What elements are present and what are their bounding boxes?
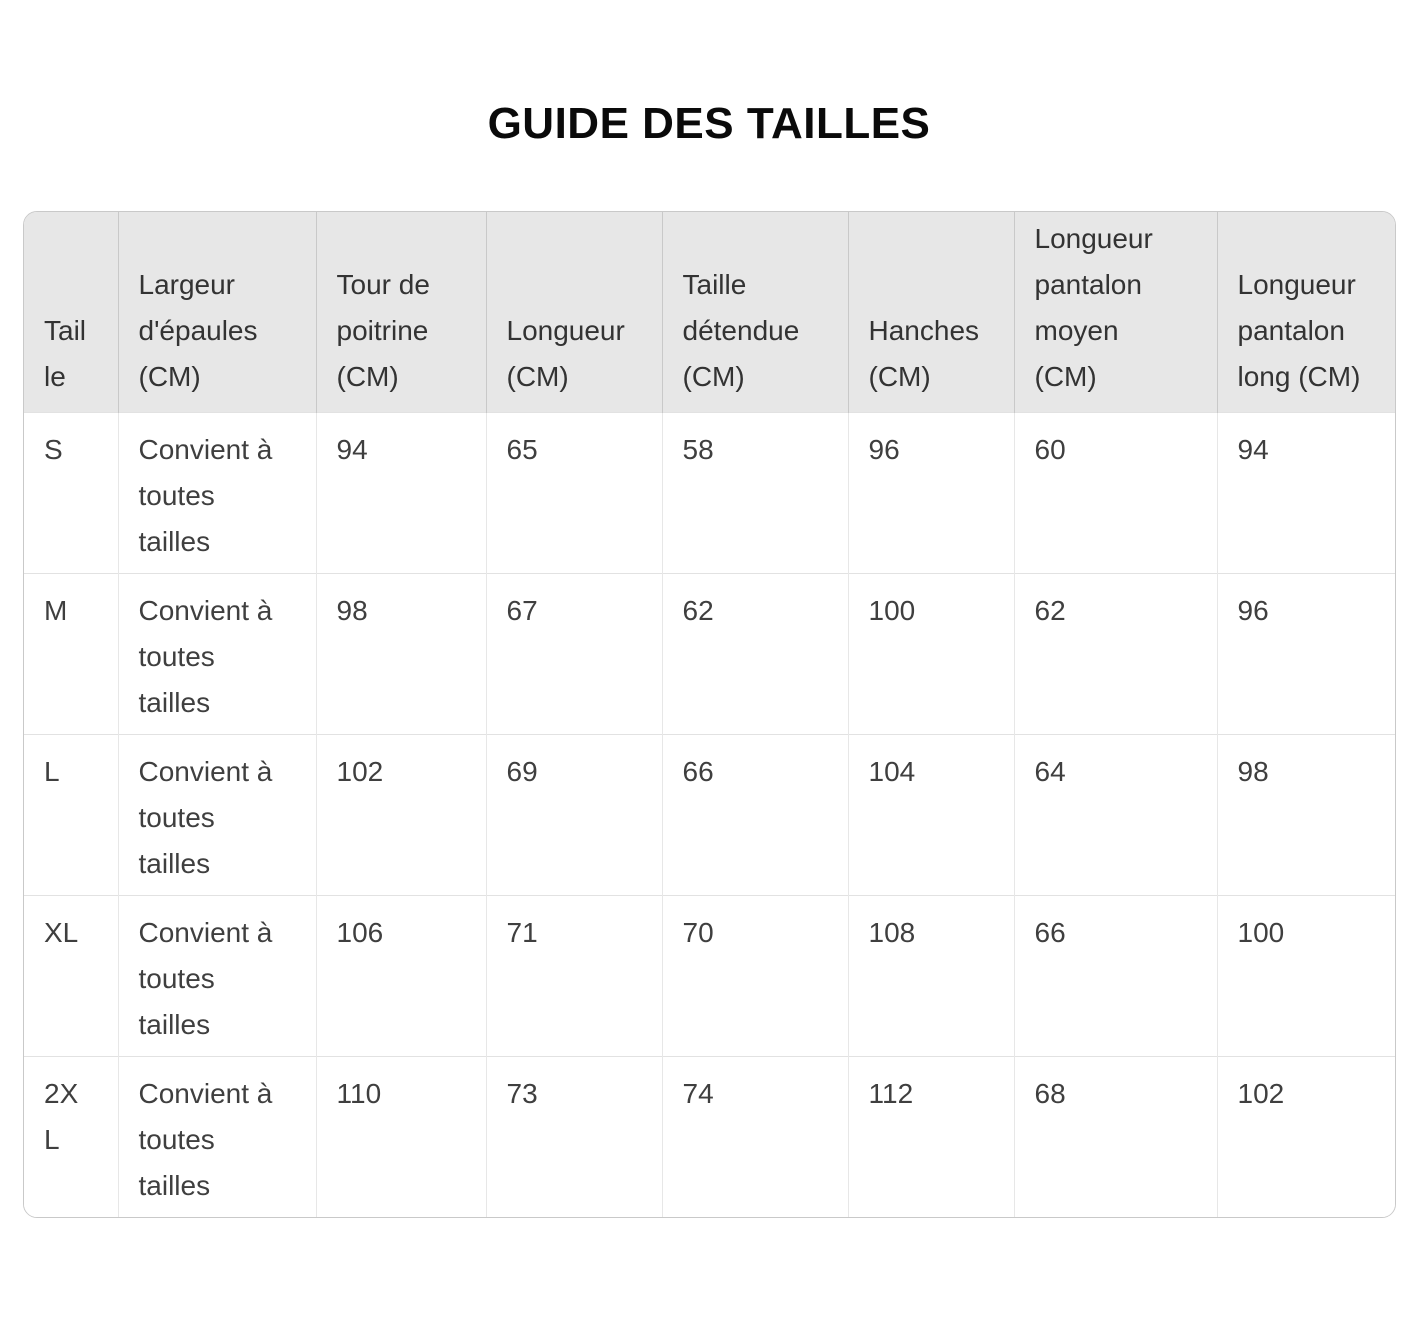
table-cell: 74 [662, 1057, 848, 1218]
table-cell: M [24, 574, 118, 735]
table-cell: 98 [316, 574, 486, 735]
table-cell: 106 [316, 896, 486, 1057]
column-header: Longueur pantalon long (CM) [1217, 212, 1396, 413]
table-cell: 98 [1217, 735, 1396, 896]
table-cell: S [24, 413, 118, 574]
table-cell: 64 [1014, 735, 1217, 896]
table-cell: 102 [1217, 1057, 1396, 1218]
table-cell: 66 [1014, 896, 1217, 1057]
column-header: Largeur d'épaules (CM) [118, 212, 316, 413]
table-cell: 62 [662, 574, 848, 735]
table-cell: XL [24, 896, 118, 1057]
table-cell: 66 [662, 735, 848, 896]
size-guide-table [24, 212, 1396, 1217]
table-row [24, 574, 1396, 735]
table-cell: 94 [316, 413, 486, 574]
table-cell: 60 [1014, 413, 1217, 574]
table-cell: Convient à toutes tailles [118, 735, 316, 896]
column-header: Tour de poitrine (CM) [316, 212, 486, 413]
table-cell: 110 [316, 1057, 486, 1218]
table-row [24, 413, 1396, 574]
table-cell: 70 [662, 896, 848, 1057]
table-cell: Convient à toutes tailles [118, 896, 316, 1057]
table-cell: 104 [848, 735, 1014, 896]
column-header: Hanches (CM) [848, 212, 1014, 413]
table-cell: 73 [486, 1057, 662, 1218]
table-cell: 65 [486, 413, 662, 574]
table-cell: 94 [1217, 413, 1396, 574]
table-cell: 100 [1217, 896, 1396, 1057]
column-header: Taille détendue (CM) [662, 212, 848, 413]
table-cell: 67 [486, 574, 662, 735]
table-row [24, 1057, 1396, 1218]
column-header: Taille [24, 212, 118, 413]
size-guide-table-container [23, 211, 1396, 1218]
table-row [24, 735, 1396, 896]
table-row [24, 896, 1396, 1057]
table-cell: 69 [486, 735, 662, 896]
table-cell: 102 [316, 735, 486, 896]
table-cell: Convient à toutes tailles [118, 1057, 316, 1218]
header-row [24, 212, 1396, 413]
column-header: Longueur (CM) [486, 212, 662, 413]
table-cell: 112 [848, 1057, 1014, 1218]
table-cell: 58 [662, 413, 848, 574]
table-cell: 68 [1014, 1057, 1217, 1218]
column-header: Longueur pantalon moyen (CM) [1014, 212, 1217, 413]
table-cell: Convient à toutes tailles [118, 574, 316, 735]
table-cell: 62 [1014, 574, 1217, 735]
page-title: GUIDE DES TAILLES [487, 99, 931, 148]
table-cell: 100 [848, 574, 1014, 735]
table-cell: 71 [486, 896, 662, 1057]
table-cell: 108 [848, 896, 1014, 1057]
table-cell: 2XL [24, 1057, 118, 1218]
table-cell: L [24, 735, 118, 896]
table-cell: 96 [1217, 574, 1396, 735]
table-cell: Convient à toutes tailles [118, 413, 316, 574]
size-guide-table-head [24, 212, 1396, 413]
table-cell: 96 [848, 413, 1014, 574]
size-guide-table-body [24, 413, 1396, 1218]
